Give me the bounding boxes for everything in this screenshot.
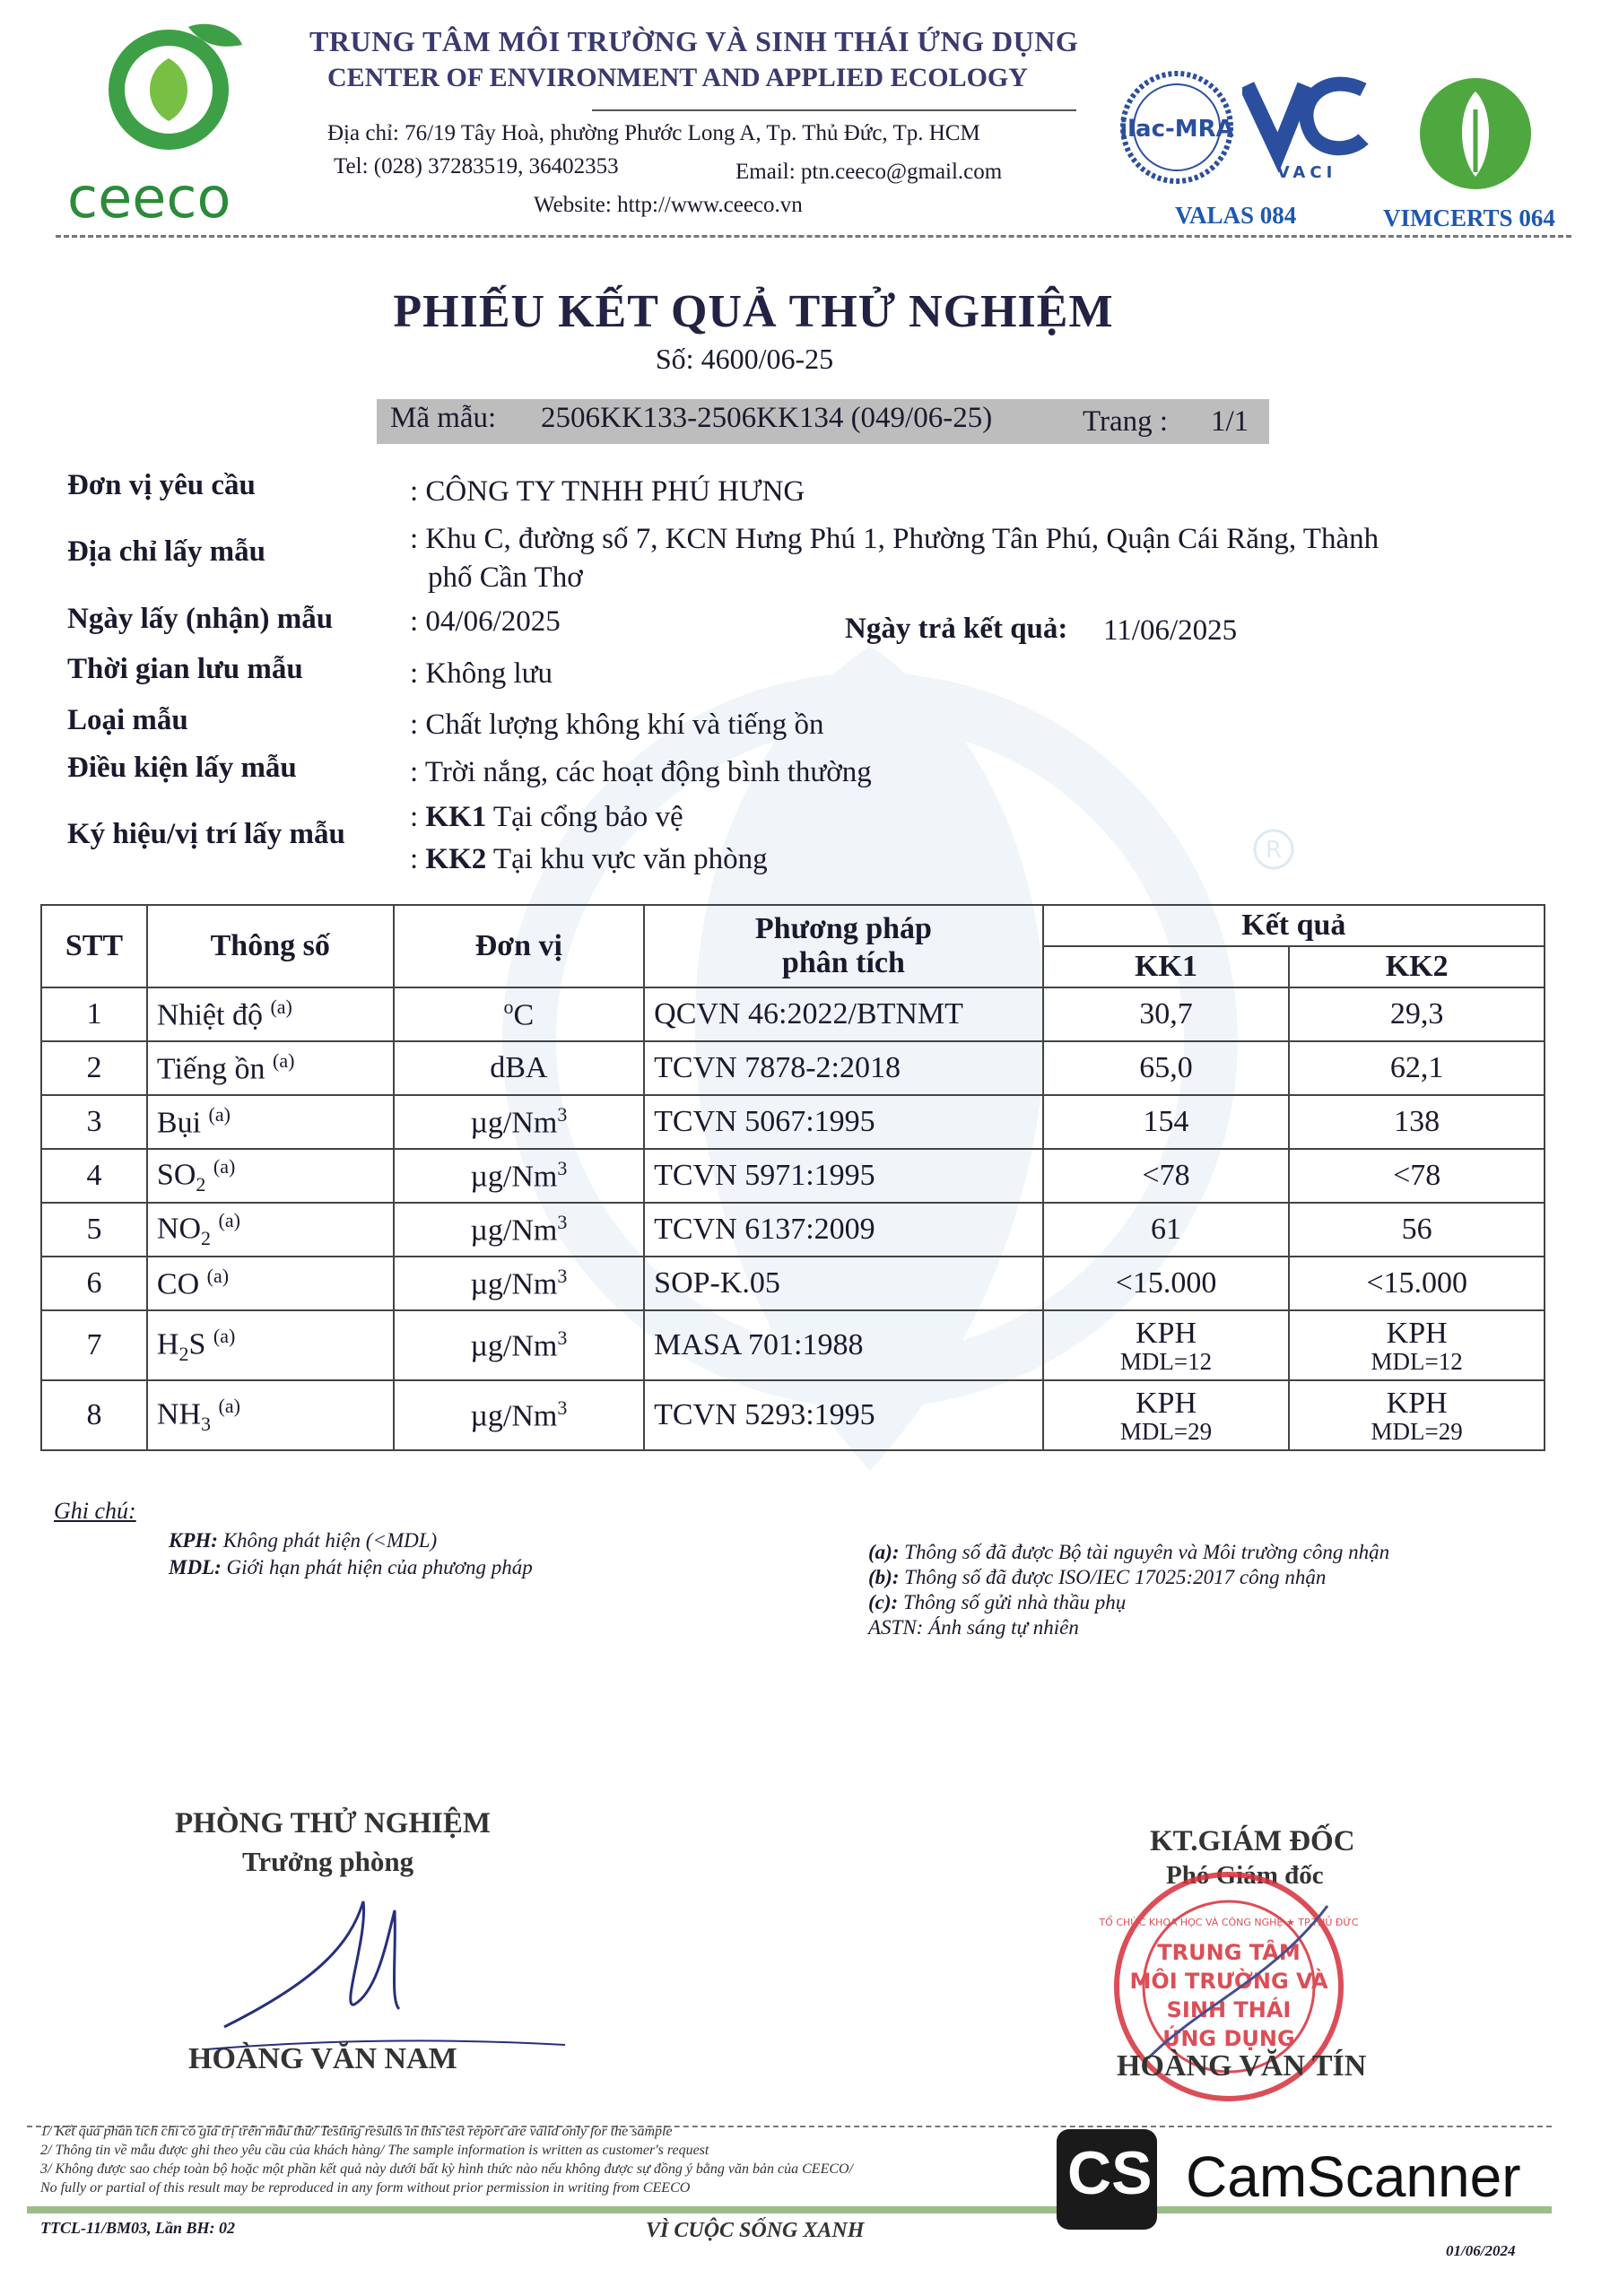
org-name-en: CENTER OF ENVIRONMENT AND APPLIED ECOLOGY <box>327 63 1028 92</box>
cell-method: TCVN 6137:2009 <box>644 1203 1043 1257</box>
header-stt: STT <box>41 905 147 987</box>
ilac-logo <box>1117 67 1238 188</box>
org-name-vn: TRUNG TÂM MÔI TRƯỜNG VÀ SINH THÁI ỨNG DỤNG <box>309 25 1079 57</box>
cell-kk1: <78 <box>1043 1149 1290 1203</box>
requester-value: : CÔNG TY TNHH PHÚ HƯNG <box>410 475 805 508</box>
camscanner-wordmark: CamScanner <box>1186 2144 1521 2209</box>
address-value-line1: : Khu C, đường số 7, KCN Hưng Phú 1, Phường Tân Phú, Quận Cái Răng, Thành <box>410 523 1379 555</box>
table-row <box>41 1149 1545 1203</box>
cell-kk2: <15.000 <box>1289 1257 1545 1310</box>
cell-parameter: Tiếng ồn $^{(a)}$ <box>147 1041 394 1095</box>
header-unit: Đơn vị <box>394 905 645 987</box>
table-row <box>41 1095 1545 1149</box>
cell-kk2: 138 <box>1289 1095 1545 1149</box>
note-c: (c): Thông số gửi nhà thầu phụ <box>868 1591 1127 1613</box>
cell-method: MASA 701:1988 <box>644 1310 1043 1380</box>
requester-label: Đơn vị yêu cầu <box>67 469 256 501</box>
cell-stt: 6 <box>41 1257 147 1310</box>
footer-note-4: No fully or partial of this result may be reproduced in any form without prior permission in writing from CEECO <box>40 2180 691 2196</box>
table-header-row <box>41 905 1545 946</box>
results-table <box>40 904 1545 1451</box>
return-date-value: 11/06/2025 <box>1103 614 1238 647</box>
note-b: (b): Thông số đã được ISO/IEC 17025:2017 công nhận <box>868 1566 1327 1588</box>
cell-unit: µg/Nm$^3$ <box>394 1380 645 1450</box>
right-signature-role: Phó Giám đốc <box>1166 1861 1324 1890</box>
cell-stt: 8 <box>41 1380 147 1450</box>
note-astn: ASTN: Ánh sáng tự nhiên <box>868 1616 1079 1639</box>
address-value-line2: phố Cần Thơ <box>428 561 583 594</box>
storage-value: : Không lưu <box>410 657 553 690</box>
cell-unit: µg/Nm$^3$ <box>394 1095 645 1149</box>
cell-method: QCVN 46:2022/BTNMT <box>644 987 1043 1041</box>
stamp-line1: TRUNG TÂM <box>1157 1940 1301 1965</box>
registered-mark-icon <box>1251 827 1296 872</box>
stamp-line2: MÔI TRƯỜNG VÀ <box>1129 1969 1328 1994</box>
cell-method: TCVN 5067:1995 <box>644 1095 1043 1149</box>
cell-parameter: CO $^{(a)}$ <box>147 1257 394 1310</box>
document-title: PHIẾU KẾT QUẢ THỬ NGHIỆM <box>393 286 1114 337</box>
cell-kk2: 29,3 <box>1289 987 1545 1041</box>
left-signature-scribble <box>206 1874 583 2063</box>
cell-kk1: <15.000 <box>1043 1257 1290 1310</box>
cell-kk1: 154 <box>1043 1095 1290 1149</box>
cell-kk2: 62,1 <box>1289 1041 1545 1095</box>
sample-date-value: : 04/06/2025 <box>410 605 561 638</box>
svg-text:R: R <box>1265 837 1283 864</box>
camscanner-logo-text: CS <box>1067 2139 1153 2207</box>
table-row <box>41 987 1545 1041</box>
stamp-line4: ỨNG DỤNG <box>1162 2026 1295 2051</box>
footer-note-2: 2/ Thông tin về mẫu được ghi theo yêu cầu của khách hàng/ The sample information is written as customer's request <box>40 2143 709 2158</box>
sample-code-label: Mã mẫu: <box>390 402 497 434</box>
cell-parameter: $NO_2$ $^{(a)}$ <box>147 1203 394 1257</box>
vimcerts-logo <box>1413 74 1538 195</box>
cell-unit: µg/Nm$^3$ <box>394 1310 645 1380</box>
sample-type-value: : Chất lượng không khí và tiếng ồn <box>410 709 824 741</box>
header-dashed-divider <box>56 235 1571 238</box>
location-2-text: Tại khu vực văn phòng <box>492 843 768 875</box>
header-parameter: Thông số <box>147 905 394 987</box>
org-address: Địa chỉ: 76/19 Tây Hoà, phường Phước Long A, Tp. Thủ Đức, Tp. HCM <box>327 121 980 145</box>
cell-parameter: Bụi $^{(a)}$ <box>147 1095 394 1149</box>
sample-type-label: Loại mẫu <box>67 704 188 736</box>
cell-kk1: 30,7 <box>1043 987 1290 1041</box>
cell-kk2: KPH MDL=29 <box>1289 1380 1545 1450</box>
table-row <box>41 1041 1545 1095</box>
page-value: 1/1 <box>1211 405 1249 438</box>
cell-stt: 4 <box>41 1149 147 1203</box>
cell-parameter: $NH_3$ $^{(a)}$ <box>147 1380 394 1450</box>
footer-note-1: 1/ Kết quả phân tích chỉ có giá trị trên mẫu thử/ Testing results in this test report are valid only for the sample <box>40 2124 673 2139</box>
vaci-logo <box>1242 63 1372 184</box>
cell-method: TCVN 5293:1995 <box>644 1380 1043 1450</box>
location-1: : KK1 Tại cổng bảo vệ <box>410 801 683 833</box>
condition-label: Điều kiện lấy mẫu <box>67 752 297 784</box>
cell-unit: µg/Nm$^3$ <box>394 1203 645 1257</box>
cert-vimcerts: VIMCERTS 064 <box>1383 204 1555 231</box>
note-mdl: MDL: Giới hạn phát hiện của phương pháp <box>169 1556 533 1578</box>
form-code: TTCL-11/BM03, Lần BH: 02 <box>40 2219 236 2237</box>
header-method <box>644 905 1043 987</box>
table-row <box>41 1203 1545 1257</box>
cell-stt: 2 <box>41 1041 147 1095</box>
cell-stt: 5 <box>41 1203 147 1257</box>
stamp-line3: SINH THÁI <box>1166 1997 1292 2022</box>
cell-kk2: KPH MDL=12 <box>1289 1310 1545 1380</box>
cell-kk1: 65,0 <box>1043 1041 1290 1095</box>
cell-stt: 3 <box>41 1095 147 1149</box>
return-date-label: Ngày trả kết quả: <box>845 613 1068 645</box>
cell-kk1: KPH MDL=12 <box>1043 1310 1290 1380</box>
header-method-line1: Phương pháp <box>754 912 932 945</box>
cell-method: TCVN 7878-2:2018 <box>644 1041 1043 1095</box>
left-signature-role: Trưởng phòng <box>242 1846 414 1877</box>
cell-method: TCVN 5971:1995 <box>644 1149 1043 1203</box>
footer-note-3: 3/ Không được sao chép toàn bộ hoặc một phần kết quả này dưới bất kỳ hình thức nào nếu không được sự đồng ý bằng văn bản của CEECO/ <box>40 2161 854 2177</box>
header-divider <box>592 109 1076 111</box>
cell-kk2: 56 <box>1289 1203 1545 1257</box>
location-label: Ký hiệu/vị trí lấy mẫu <box>67 818 345 850</box>
document-number: Số: 4600/06-25 <box>655 343 834 375</box>
location-1-code: KK1 <box>425 801 487 833</box>
cert-valas: VALAS 084 <box>1175 202 1297 229</box>
cell-unit: µg/Nm$^3$ <box>394 1257 645 1310</box>
org-website: Website: http://www.ceeco.vn <box>534 193 803 217</box>
cell-parameter: $H_2S$ $^{(a)}$ <box>147 1310 394 1380</box>
page-label: Trang : <box>1083 405 1169 438</box>
note-a: (a): Thông số đã được Bộ tài nguyên và Môi trường công nhận <box>868 1541 1390 1563</box>
location-2-code: KK2 <box>425 843 487 875</box>
condition-value: : Trời nắng, các hoạt động bình thường <box>410 756 872 788</box>
right-signature-title: KT.GIÁM ĐỐC <box>1150 1825 1355 1857</box>
cell-parameter: Nhiệt độ $^{(a)}$ <box>147 987 394 1041</box>
table-row <box>41 1310 1545 1380</box>
cell-stt: 1 <box>41 987 147 1041</box>
address-label: Địa chỉ lấy mẫu <box>67 535 265 568</box>
cell-kk1: KPH MDL=29 <box>1043 1380 1290 1450</box>
stamp-ring-text: TỔ CHỨC KHOA HỌC VÀ CÔNG NGHỆ ★ TP.THỦ ĐỨC <box>1099 1917 1359 1928</box>
right-signer-name: HOÀNG VĂN TÍN <box>1117 2049 1367 2083</box>
table-row <box>41 1380 1545 1450</box>
notes-heading: Ghi chú: <box>54 1498 136 1524</box>
note-kph: KPH: Không phát hiện (<MDL) <box>169 1529 438 1552</box>
vaci-text: VACI <box>1276 163 1337 182</box>
sample-date-label: Ngày lấy (nhận) mẫu <box>67 603 334 635</box>
header-kk1: KK1 <box>1043 946 1290 987</box>
cell-unit: µg/Nm$^3$ <box>394 1149 645 1203</box>
table-row <box>41 1257 1545 1310</box>
cell-unit: $^o$C <box>394 987 645 1041</box>
location-2: : KK2 Tại khu vực văn phòng <box>410 843 768 875</box>
org-email: Email: ptn.ceeco@gmail.com <box>735 160 1003 184</box>
header-kk2: KK2 <box>1289 946 1545 987</box>
sample-code-value: 2506KK133-2506KK134 (049/06-25) <box>541 402 993 434</box>
left-signer-name: HOÀNG VĂN NAM <box>188 2042 457 2075</box>
cell-stt: 7 <box>41 1310 147 1380</box>
cell-unit: dBA <box>394 1041 645 1095</box>
form-date: 01/06/2024 <box>1446 2242 1516 2259</box>
logo-text: ceeco <box>67 165 231 224</box>
ilac-text: ilac-MRA <box>1119 116 1234 143</box>
cell-parameter: $SO_2$ $^{(a)}$ <box>147 1149 394 1203</box>
cell-kk2: <78 <box>1289 1149 1545 1203</box>
footer-slogan: VÌ CUỘC SỐNG XANH <box>646 2219 865 2242</box>
header-result: Kết quả <box>1043 905 1545 946</box>
left-signature-title: PHÒNG THỬ NGHIỆM <box>175 1807 492 1839</box>
location-1-text: Tại cổng bảo vệ <box>492 801 683 833</box>
org-tel: Tel: (028) 37283519, 36402353 <box>334 154 619 178</box>
cell-method: SOP-K.05 <box>644 1257 1043 1310</box>
cell-kk1: 61 <box>1043 1203 1290 1257</box>
header-method-line2: phân tích <box>781 946 905 979</box>
ceeco-logo <box>54 9 296 224</box>
storage-label: Thời gian lưu mẫu <box>67 653 303 685</box>
